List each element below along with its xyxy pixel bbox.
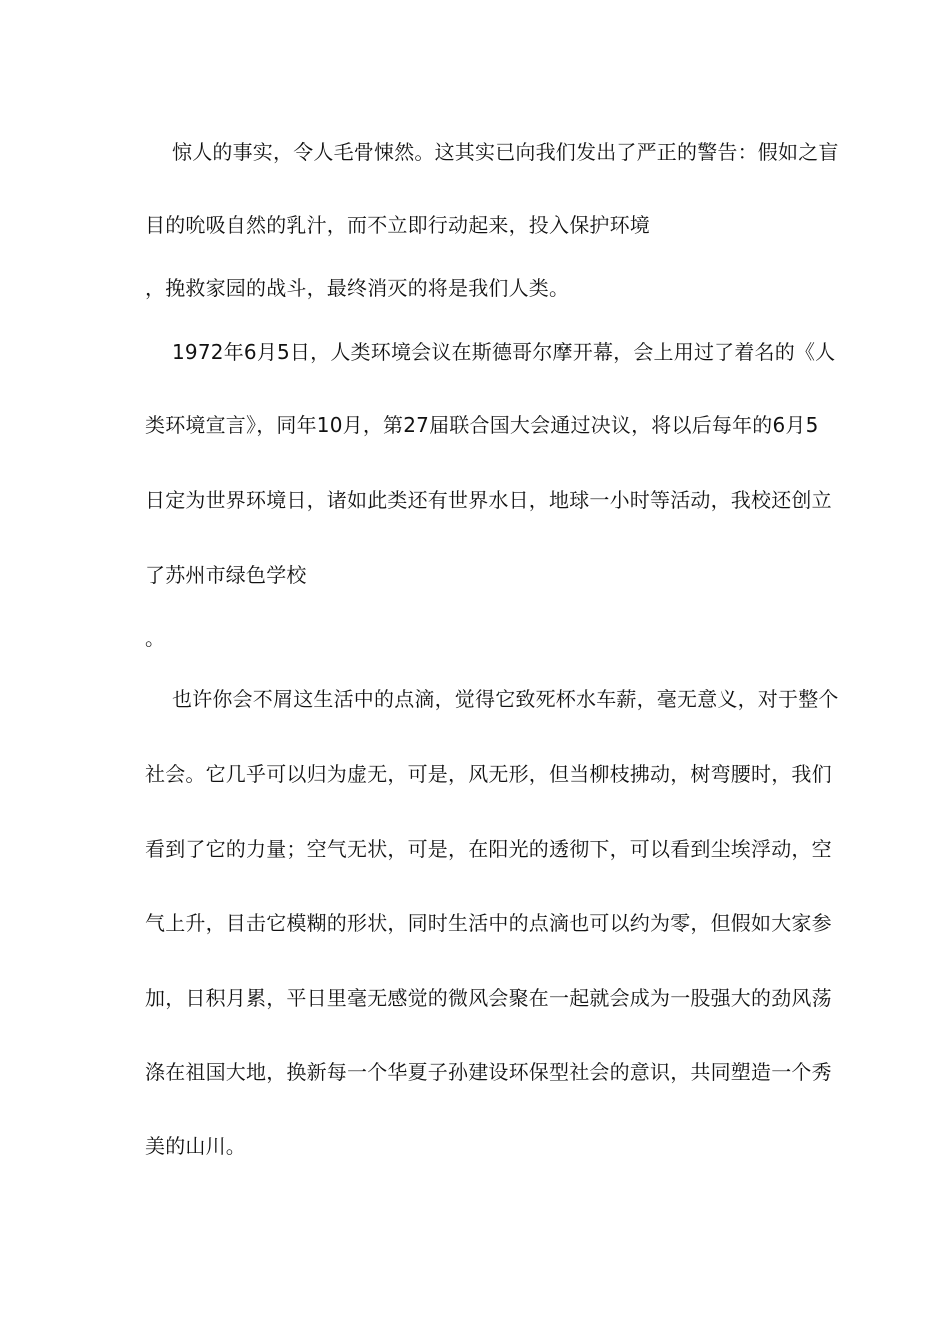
paragraph-1-line-1: 惊人的事实，令人毛骨悚然。这其实已向我们发出了严正的警告：假如之盲 xyxy=(172,140,839,164)
paragraph-1-line-2: 目的吮吸自然的乳汁，而不立即行动起来，投入保护环境 xyxy=(145,213,650,237)
paragraph-3-line-7: 美的山川。 xyxy=(145,1134,246,1158)
paragraph-2-line-4: 了苏州市绿色学校 xyxy=(145,563,307,587)
paragraph-3-line-1: 也许你会不屑这生活中的点滴，觉得它致死杯水车薪，毫无意义，对于整个 xyxy=(172,687,839,711)
paragraph-3-line-6: 涤在祖国大地，换新每一个华夏子孙建设环保型社会的意识，共同塑造一个秀 xyxy=(145,1060,832,1084)
paragraph-2-line-1: 1972年6月5日，人类环境会议在斯德哥尔摩开幕，会上用过了着名的《人 xyxy=(172,340,836,364)
paragraph-2-line-3: 日定为世界环境日，诸如此类还有世界水日，地球一小时等活动，我校还创立 xyxy=(145,488,832,512)
paragraph-1-line-3: ，挽救家园的战斗，最终消灭的将是我们人类。 xyxy=(145,276,570,300)
paragraph-2-line-5: 。 xyxy=(145,626,166,650)
paragraph-3-line-3: 看到了它的力量；空气无状，可是，在阳光的透彻下，可以看到尘埃浮动，空 xyxy=(145,837,832,861)
paragraph-3-line-5: 加，日积月累，平日里毫无感觉的微风会聚在一起就会成为一股强大的劲风荡 xyxy=(145,986,832,1010)
paragraph-3-line-4: 气上升，目击它模糊的形状，同时生活中的点滴也可以约为零，但假如大家参 xyxy=(145,911,832,935)
paragraph-3-line-2: 社会。它几乎可以归为虚无，可是，风无形，但当柳枝拂动，树弯腰时，我们 xyxy=(145,762,832,786)
paragraph-2-line-2: 类环境宣言》，同年10月，第27届联合国大会通过决议，将以后每年的6月5 xyxy=(145,413,819,437)
